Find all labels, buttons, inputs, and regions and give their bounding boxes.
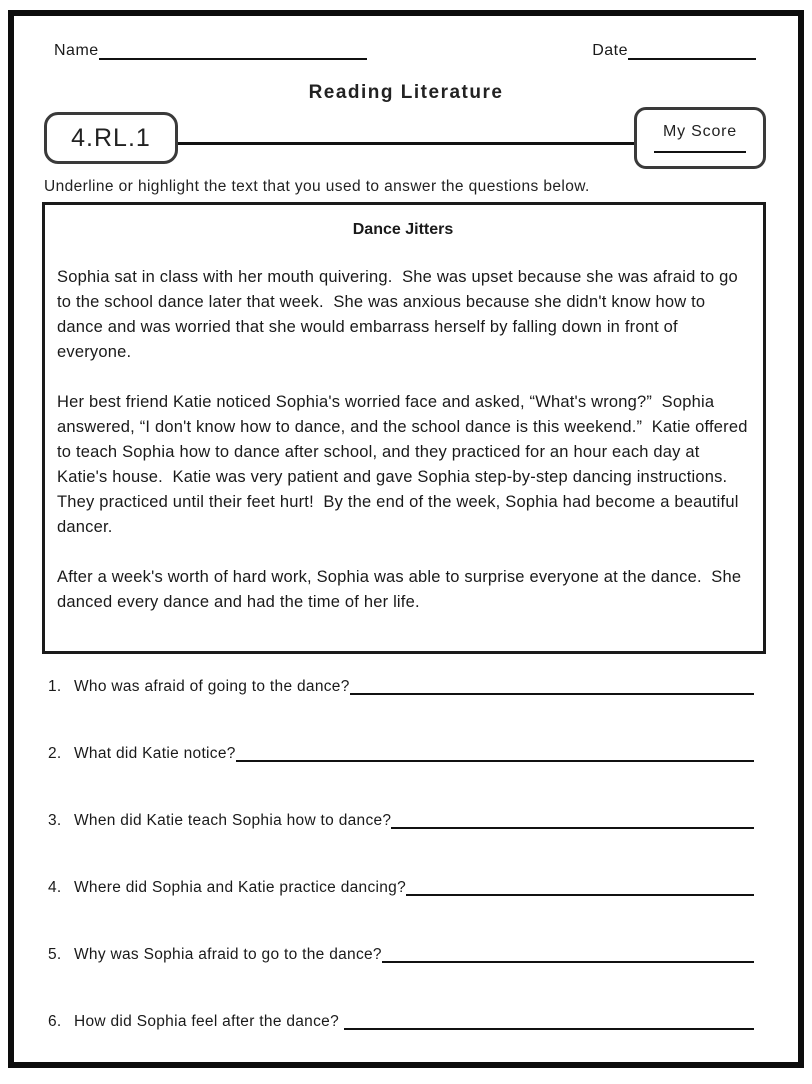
question-row-6 xyxy=(48,1009,754,1032)
answer-blank-line[interactable] xyxy=(344,1020,754,1030)
passage-box xyxy=(42,202,766,654)
question-number: 2. xyxy=(48,745,62,762)
question-number: 1. xyxy=(48,678,62,695)
question-text: What did Katie notice? xyxy=(74,745,236,762)
question-number: 6. xyxy=(48,1013,62,1030)
question-text: When did Katie teach Sophia how to dance? xyxy=(74,812,392,829)
name-date-row xyxy=(54,42,756,60)
question-text: Who was afraid of going to the dance? xyxy=(74,678,350,695)
page-title: Reading Literature xyxy=(308,82,504,103)
questions-section xyxy=(48,674,754,1032)
question-text: How did Sophia feel after the dance? xyxy=(74,1013,344,1030)
my-score-label: My Score xyxy=(663,123,737,140)
passage-paragraph-1: Sophia sat in class with her mouth quivering. She was upset because she was afraid to go to the school dance later that week. She was anxious because she didn't know how to dance and was worried that she would embarrass herself by falling down in front of everyone. xyxy=(57,268,743,361)
question-number: 4. xyxy=(48,879,62,896)
passage-paragraph-2: Her best friend Katie noticed Sophia's worried face and asked, “What's wrong?” Sophia answered, “I don't know how to dance, and the school dance is this weekend.” Katie offered to teach Sophia how to dance after school, and they practiced for an hour each day at Katie's house. Katie was very patient and gave Sophia step-by-step dancing instructions. They practiced until their feet hurt! By the end of the week, Sophia had become a beautiful dancer. xyxy=(57,393,753,536)
answer-blank-line[interactable] xyxy=(350,685,754,695)
question-row-1 xyxy=(48,674,754,697)
question-row-4 xyxy=(48,875,754,898)
name-label: Name xyxy=(54,42,99,59)
answer-blank-line[interactable] xyxy=(382,953,754,963)
date-label: Date xyxy=(592,42,628,59)
instruction-text: Underline or highlight the text that you used to answer the questions below. xyxy=(44,178,590,195)
answer-blank-line[interactable] xyxy=(236,752,754,762)
passage-title: Dance Jitters xyxy=(352,221,454,238)
standard-code: 4.RL.1 xyxy=(71,123,151,152)
name-blank-line[interactable] xyxy=(99,42,367,60)
date-blank-line[interactable] xyxy=(628,42,756,60)
question-text: Why was Sophia afraid to go to the dance? xyxy=(74,946,382,963)
question-number: 5. xyxy=(48,946,62,963)
question-row-3 xyxy=(48,808,754,831)
question-row-5 xyxy=(48,942,754,965)
question-number: 3. xyxy=(48,812,62,829)
worksheet-page-frame xyxy=(8,10,804,1068)
passage-paragraph-3: After a week's worth of hard work, Sophia was able to surprise everyone at the dance. She danced every dance and had the time of her life. xyxy=(57,568,747,611)
question-text: Where did Sophia and Katie practice dancing? xyxy=(74,879,407,896)
question-row-2 xyxy=(48,741,754,764)
standard-badge xyxy=(44,112,178,164)
answer-blank-line[interactable] xyxy=(391,819,754,829)
standard-badge-row xyxy=(44,106,766,170)
connector-line xyxy=(178,142,634,145)
score-blank-line[interactable] xyxy=(654,141,746,153)
my-score-box xyxy=(634,107,766,169)
answer-blank-line[interactable] xyxy=(406,886,754,896)
